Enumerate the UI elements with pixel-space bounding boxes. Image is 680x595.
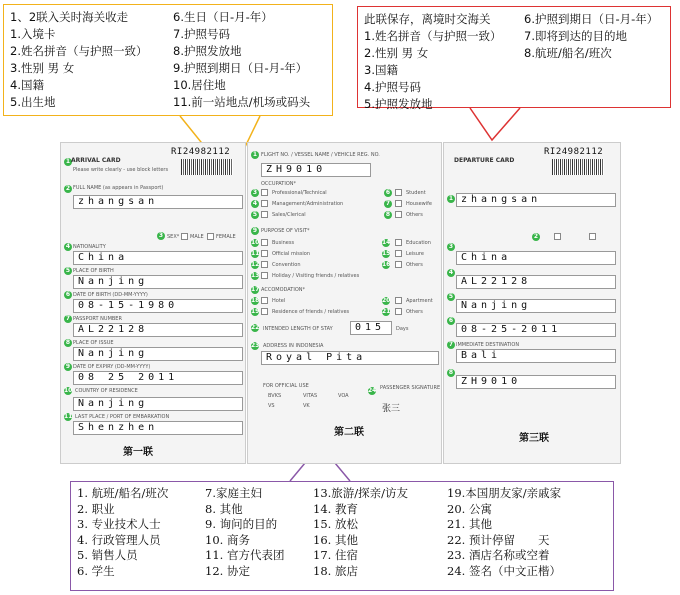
departure-card [443,142,621,464]
legend-line: 5.护照发放地 [364,97,433,111]
visa-option: VK [303,403,310,409]
official-label: FOR OFFICIAL USE [263,383,309,389]
male-label: MALE [190,234,204,240]
flight-field[interactable]: ZH9010 [261,163,371,177]
callout-left-col2 [173,9,326,111]
visa-option: VS [268,403,275,409]
legend-line: 1、2联入关时海关收走 [10,10,129,24]
marker-6: 6 [65,291,71,298]
legend-line: 18. 旅店 [313,563,358,578]
legend-line: 7.护照号码 [173,27,230,41]
legend-line: 10. 商务 [205,532,250,547]
callout-bottom-col1 [77,486,205,580]
purpose-checkbox[interactable] [395,261,402,268]
purpose-option: Leisure [406,251,424,257]
issue-field[interactable]: Nanjing [73,347,243,361]
legend-line: 11. 官方代表团 [205,548,285,563]
nationality-field[interactable]: China [456,251,616,265]
signature-field[interactable]: 张三 [382,404,401,414]
marker-1: 1 [448,195,454,202]
accom-checkbox[interactable] [395,297,402,304]
marker-5: 5 [252,211,258,218]
legend-line: 15. 放松 [313,517,358,532]
legend-line: 12. 协定 [205,563,250,578]
marker-16: 16 [382,261,391,268]
marker-4: 4 [65,243,71,250]
purpose-option: Official mission [272,251,311,257]
barcode [552,159,604,175]
occ-checkbox[interactable] [261,200,268,207]
purpose-label: PURPOSE OF VISIT* [261,228,310,234]
marker-4: 4 [448,269,454,276]
flight-field[interactable]: ZH9010 [456,375,616,389]
marker-1: 1 [252,151,258,158]
accom-checkbox[interactable] [395,308,402,315]
card-title: ARRIVAL CARD [71,157,121,164]
expiry-field[interactable]: 08 25 2011 [73,371,243,385]
legend-line: 5. 销售人员 [77,548,138,563]
callout-right-col2 [524,11,664,113]
dob-label: DATE OF BIRTH (DD-MM-YYYY) [73,292,148,298]
marker-22: 22 [251,324,260,331]
expiry-label: DATE OF EXPIRY (DD-MM-YYYY) [73,364,151,370]
female-checkbox[interactable] [589,233,596,240]
legend-line: 20. 公寓 [447,501,492,516]
marker-9: 9 [65,363,71,370]
occ-option: Others [406,212,423,218]
occ-option: Housewife [406,201,432,207]
serial-number: RI24982112 [544,147,604,157]
visa-option: VITAS [303,393,318,399]
marker-3: 3 [252,189,258,196]
marker-10: 10 [251,239,260,246]
male-checkbox[interactable] [554,233,561,240]
legend-line: 2. 职业 [77,501,115,516]
legend-line: 9.护照到期日（日-月-年） [173,61,308,75]
marker-11: 11 [251,250,260,257]
legend-line: 4. 行政管理人员 [77,532,161,547]
card-caption: 第三联 [519,433,549,444]
card-caption: 第二联 [334,427,364,438]
legend-line: 23. 酒店名称或空着 [447,548,550,563]
accom-label: ACCOMODATION* [261,287,305,293]
address-field[interactable]: Royal Pita [261,351,439,365]
days-label: Days [396,326,409,332]
male-checkbox[interactable] [181,233,188,240]
legend-line: 2.性别 男 女 [364,46,429,60]
purpose-checkbox[interactable] [261,261,268,268]
legend-line: 1.入境卡 [10,27,56,41]
marker-17: 17 [251,286,260,293]
legend-line: 8.护照发放地 [173,44,242,58]
stay-field[interactable]: 015 [350,321,392,335]
legend-line: 22. 预计停留 天 [447,532,550,547]
birthplace-field[interactable]: Nanjing [73,275,243,289]
customs-card [247,142,442,464]
residence-label: COUNTRY OF RESIDENCE [75,388,138,394]
accom-option: Hotel [272,298,286,304]
marker-4: 4 [252,200,258,207]
marker-5: 5 [448,293,454,300]
legend-line: 3.国籍 [364,63,398,77]
accom-option: Residence of friends / relatives [272,309,350,315]
callout-bottom-col4 [447,486,607,580]
marker-7: 7 [385,200,391,207]
legend-line: 14. 教育 [313,501,358,516]
occ-checkbox[interactable] [395,200,402,207]
name-field[interactable]: zhangsan [456,193,616,207]
address-label: ADDRESS IN INDONESIA [263,343,324,349]
stay-label: INTENDED LENGTH OF STAY [263,326,333,332]
accom-option: Others [406,309,423,315]
passport-field[interactable]: AL22128 [73,323,243,337]
purpose-option: Business [272,240,295,246]
purpose-checkbox[interactable] [395,239,402,246]
callout-bottom-col3 [313,486,447,580]
legend-line: 10.居住地 [173,78,226,92]
legend-line: 11.前一站地点/机场或码头 [173,95,311,109]
visa-option: BVKS [268,393,282,399]
marker-18: 18 [251,297,260,304]
purpose-option: Education [406,240,431,246]
issue-label: PLACE OF ISSUE [73,340,114,346]
passport-field[interactable]: AL22128 [456,275,616,289]
nationality-field[interactable]: China [73,251,243,265]
purpose-option: Convention [272,262,301,268]
expiry-field[interactable]: 08-25-2011 [456,323,616,337]
serial-number: RI24982112 [171,147,231,157]
marker-5: 5 [65,267,71,274]
legend-line: 6.生日（日-月-年） [173,10,273,24]
legend-line: 8. 其他 [205,501,243,516]
occupation-label: OCCUPATION* [261,181,297,187]
occ-option: Student [406,190,426,196]
marker-23: 23 [251,342,260,349]
legend-line: 9. 询问的目的 [205,517,278,532]
marker-2: 2 [533,233,539,240]
marker-3: 3 [158,232,164,239]
flight-label: FLIGHT NO. / VESSEL NAME / VEHICLE REG. NO. [261,152,380,158]
marker-6: 6 [385,189,391,196]
marker-10: 10 [64,387,73,394]
occ-checkbox[interactable] [395,189,402,196]
legend-line: 24. 签名（中文正楷） [447,563,561,578]
birthplace-label: PLACE OF BIRTH [73,268,114,274]
arrival-card [60,142,246,464]
legend-line: 4.护照号码 [364,80,421,94]
legend-line: 4.国籍 [10,78,44,92]
marker-21: 21 [382,308,391,315]
dob-field[interactable]: 08-15-1980 [73,299,243,313]
purpose-option: Holiday / Visiting friends / relatives [272,273,360,279]
marker-12: 12 [251,261,260,268]
marker-7: 7 [448,341,454,348]
legend-line: 3. 专业技术人士 [77,517,161,532]
legend-line: 6.护照到期日（日-月-年） [524,12,659,26]
lastplace-label: LAST PLACE / PORT OF EMBARKATION [75,414,170,420]
callout-right-col1 [364,11,514,113]
occ-checkbox[interactable] [395,211,402,218]
legend-line: 19.本国朋友家/亲戚家 [447,486,562,500]
marker-15: 15 [382,250,391,257]
destination-field[interactable]: Bali [456,349,616,363]
marker-14: 14 [382,239,391,246]
accom-checkbox[interactable] [261,297,268,304]
occ-checkbox[interactable] [261,189,268,196]
purpose-checkbox[interactable] [395,250,402,257]
marker-8: 8 [385,211,391,218]
legend-line: 13.旅游/探亲/访友 [313,486,409,500]
marker-1: 1 [65,158,71,165]
card-caption: 第一联 [123,447,153,458]
marker-3: 3 [448,243,454,250]
nationality-label: NATIONALITY [73,244,106,250]
callout-left-col1 [10,9,163,111]
legend-line: 3.性别 男 女 [10,61,75,75]
passport-label: PASSPORT NUMBER [73,316,122,322]
sex-label: SEX* [167,234,180,240]
card-title: DEPARTURE CARD [454,157,515,164]
callout-bottom-col2 [205,486,313,580]
purpose-checkbox[interactable] [261,250,268,257]
occ-option: Management/Administration [272,201,344,207]
callout-customs-legend [70,481,614,591]
purpose-option: Others [406,262,423,268]
legend-line: 7.家庭主妇 [205,486,262,500]
instruction-text: Please write clearly - use block letters [73,167,169,173]
occ-option: Professional/Technical [272,190,327,196]
marker-6: 6 [448,317,454,324]
purpose-checkbox[interactable] [261,239,268,246]
name-field[interactable]: zhangsan [73,195,243,209]
signature-label: PASSENGER SIGNATURE [380,385,441,391]
lastplace-field[interactable]: Shenzhen [73,421,243,435]
residence-field[interactable]: Nanjing [73,397,243,411]
marker-24: 24 [368,387,377,394]
legend-line: 1. 航班/船名/班次 [77,486,169,500]
legend-line: 1.姓名拼音（与护照一致） [364,29,502,43]
legend-line: 17. 住宿 [313,548,358,563]
occ-checkbox[interactable] [261,211,268,218]
occ-option: Sales/Clerical [272,212,306,218]
female-label: FEMALE [216,234,236,240]
marker-9: 9 [252,227,258,234]
marker-13: 13 [251,272,260,279]
marker-8: 8 [65,339,71,346]
marker-8: 8 [448,369,454,376]
name-label: FULL NAME (as appears in Passport) [73,185,164,191]
callout-departure-legend [357,6,671,111]
marker-7: 7 [65,315,71,322]
legend-line: 5.出生地 [10,95,56,109]
purpose-checkbox[interactable] [261,272,268,279]
barcode [181,159,233,175]
legend-line: 6. 学生 [77,563,115,578]
legend-line: 2.姓名拼音（与护照一致） [10,44,148,58]
marker-19: 19 [251,308,260,315]
marker-20: 20 [382,297,391,304]
legend-line: 16. 其他 [313,532,358,547]
legend-line: 21. 其他 [447,517,492,532]
issue-field[interactable]: Nanjing [456,299,616,313]
accom-option: Apartment [406,298,433,304]
legend-line: 此联保存，离境时交海关 [364,12,491,26]
visa-option: VOA [338,393,349,399]
marker-11: 11 [64,413,73,420]
marker-2: 2 [65,185,71,192]
destination-label: IMMEDIATE DESTINATION [456,342,520,348]
female-checkbox[interactable] [207,233,214,240]
legend-line: 8.航班/船名/班次 [524,46,612,60]
callout-arrival-legend [3,4,333,116]
legend-line: 7.即将到达的目的地 [524,29,627,43]
accom-checkbox[interactable] [261,308,268,315]
